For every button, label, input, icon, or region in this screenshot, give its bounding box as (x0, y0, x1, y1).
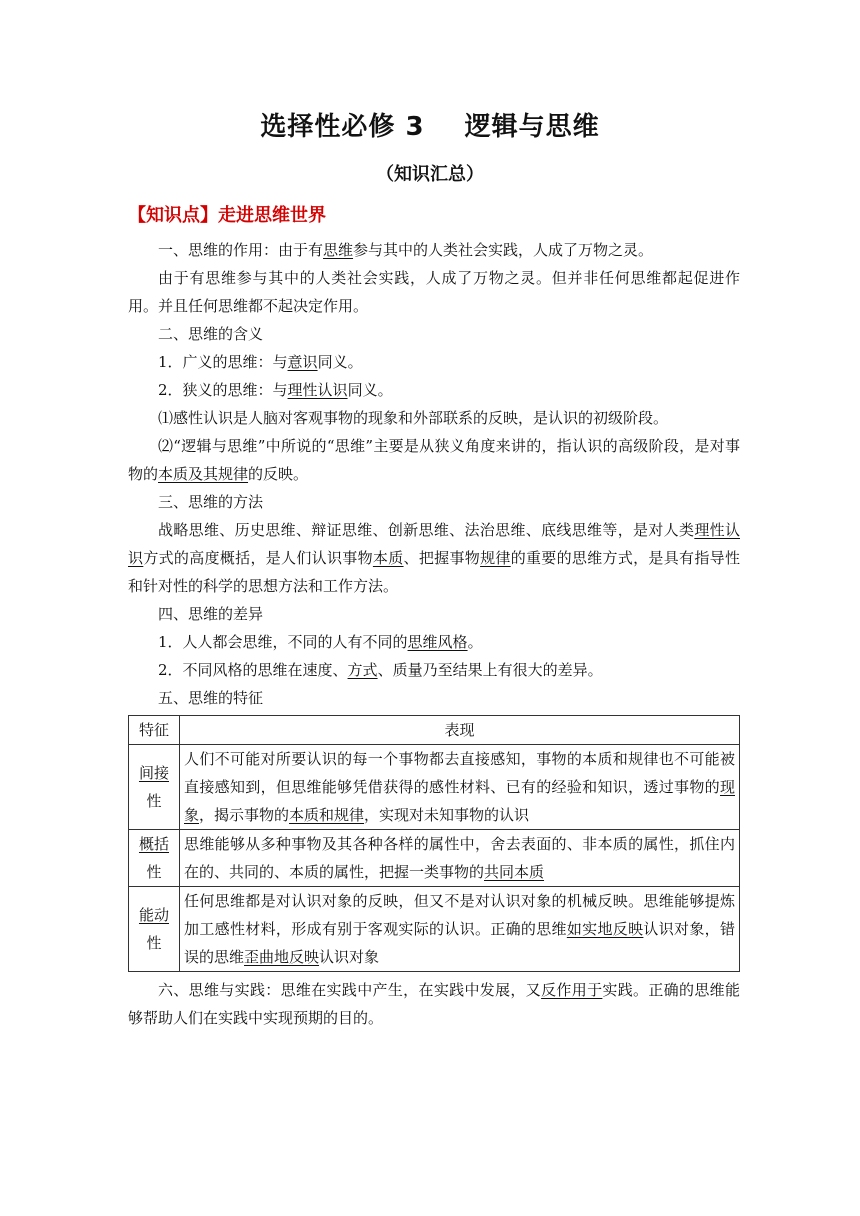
paragraph-difference-heading: 四、思维的差异 (158, 605, 264, 623)
table-header-row (129, 716, 740, 745)
table-row (129, 830, 740, 887)
paragraph-feature-heading: 五、思维的特征 (158, 689, 264, 707)
paragraph-practice: 六、思维与实践：思维在实践中产生，在实践中发展，又反作用于实践。正确的思维能够帮助人们在实践中实现预期的目的。 (128, 981, 740, 1027)
paragraph-method-heading: 三、思维的方法 (158, 493, 264, 511)
table-row (129, 887, 740, 972)
document-title (0, 106, 860, 143)
paragraph-narrow-meaning: 2．狭义的思维：与理性认识同义。 (158, 381, 393, 399)
feature-cell: 概括 性 (129, 830, 180, 887)
paragraph-meaning-heading: 二、思维的含义 (158, 325, 264, 343)
table-header-manifestation: 表现 (180, 716, 740, 745)
table-row (129, 745, 740, 830)
description-cell: 人们不可能对所要认识的每一个事物都去直接感知，事物的本质和规律也不可能被直接感知到，但思维能够凭借获得的感性材料、已有的经验和知识，透过事物的现象，揭示事物的本质和规律，实现对未知事物的认识 (180, 745, 740, 830)
body-text (128, 236, 740, 1032)
section-heading: 【知识点】走进思维世界 (128, 205, 326, 226)
paragraph-style: 1．人人都会思维，不同的人有不同的思维风格。 (158, 633, 483, 651)
paragraph-role: 一、思维的作用：由于有思维参与其中的人类社会实践，人成了万物之灵。 (158, 241, 654, 259)
table-header-feature: 特征 (129, 716, 180, 745)
document-subtitle: （知识汇总） (376, 164, 484, 185)
title-course: 选择性必修 3 (260, 112, 425, 142)
description-cell: 任何思维都是对认识对象的反映，但又不是对认识对象的机械反映。思维能够提炼加工感性材料，形成有别于客观实际的认识。正确的思维如实地反映认识对象，错误的思维歪曲地反映认识对象 (180, 887, 740, 972)
paragraph-broad-meaning: 1．广义的思维：与意识同义。 (158, 353, 363, 371)
feature-cell: 能动 性 (129, 887, 180, 972)
paragraph-rational: ⑵“逻辑与思维”中所说的“思维”主要是从狭义角度来讲的，指认识的高级阶段，是对事物的本质及其规律的反映。 (128, 437, 740, 483)
paragraph-role-detail: 由于有思维参与其中的人类社会实践，人成了万物之灵。但并非任何思维都起促进作用。并且任何思维都不起决定作用。 (128, 269, 740, 315)
paragraph-perceptual: ⑴感性认识是人脑对客观事物的现象和外部联系的反映，是认识的初级阶段。 (158, 409, 669, 427)
feature-table (128, 715, 740, 972)
feature-cell: 间接 性 (129, 745, 180, 830)
description-cell: 思维能够从多种事物及其各种各样的属性中，舍去表面的、非本质的属性，抓住内在的、共同的、本质的属性，把握一类事物的共同本质 (180, 830, 740, 887)
title-subject: 逻辑与思维 (464, 112, 600, 142)
paragraph-style-difference: 2．不同风格的思维在速度、方式、质量乃至结果上有很大的差异。 (158, 661, 603, 679)
paragraph-methods: 战略思维、历史思维、辩证思维、创新思维、法治思维、底线思维等，是对人类理性认识方式的高度概括，是人们认识事物本质、把握事物规律的重要的思维方式，是具有指导性和针对性的科学的思想方法和工作方法。 (128, 521, 740, 595)
